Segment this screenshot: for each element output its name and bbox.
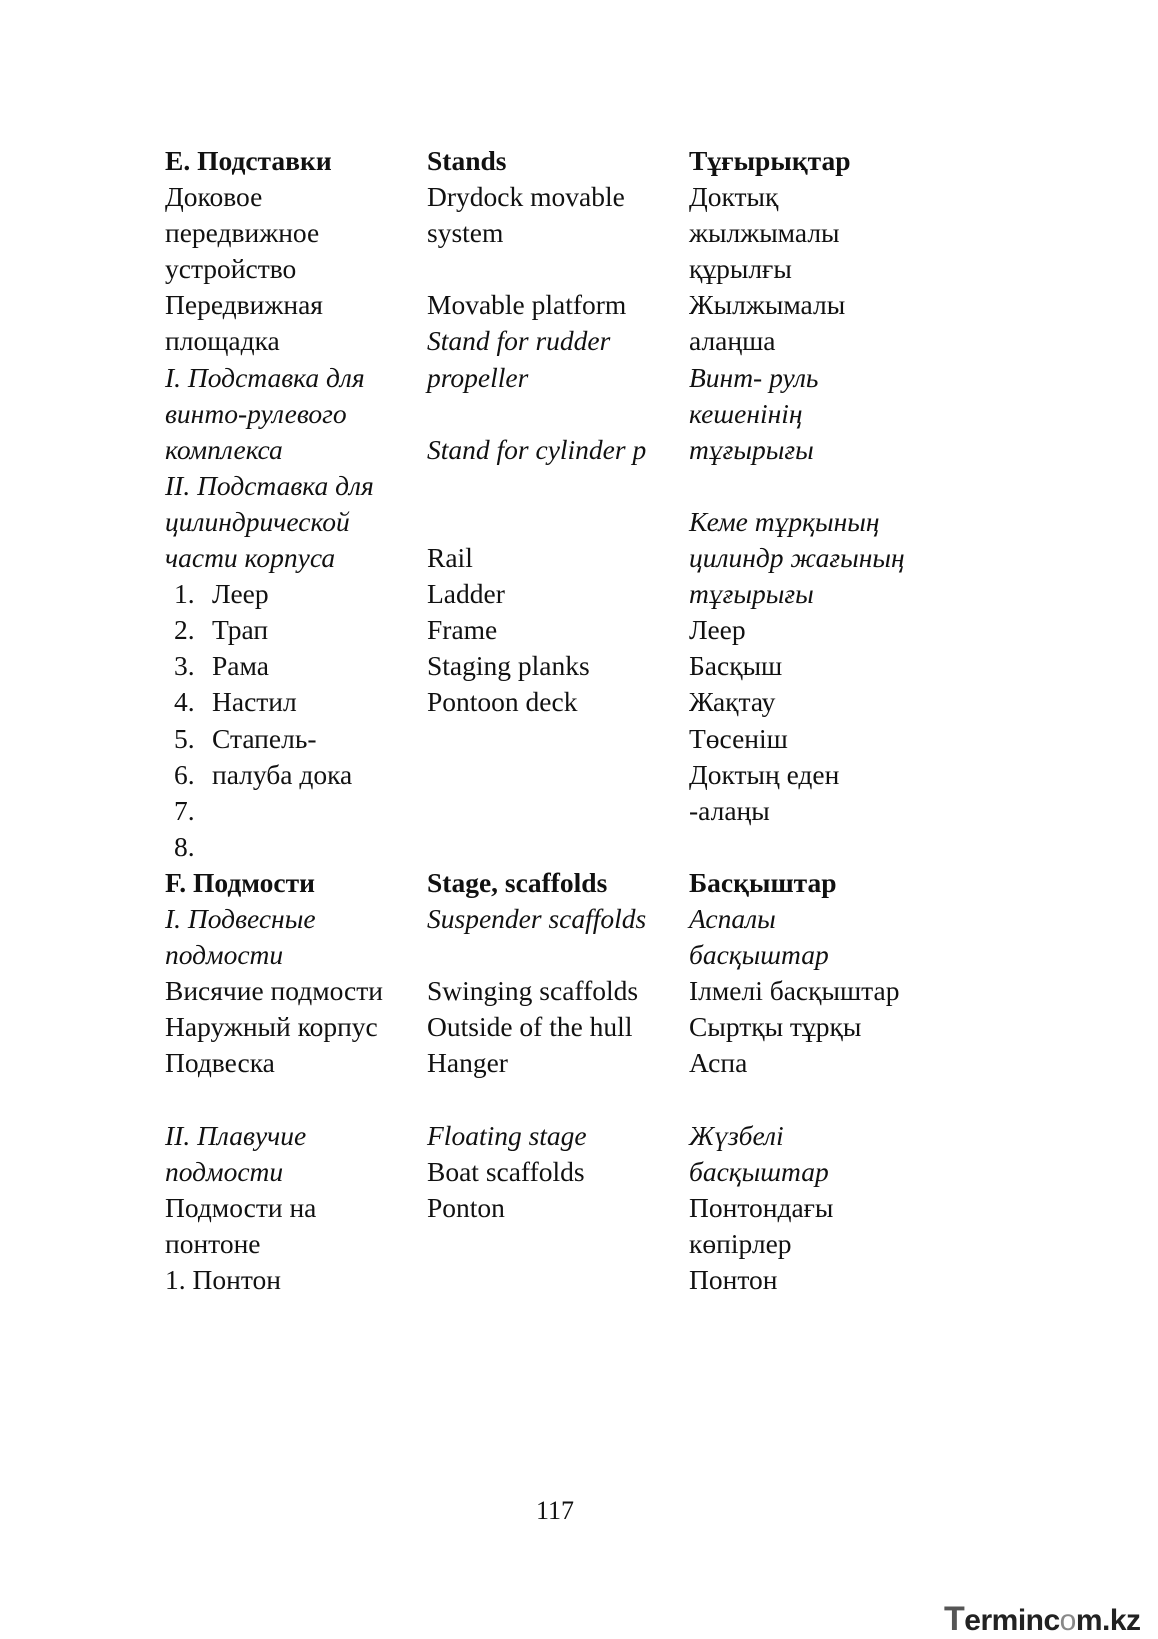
english-term-line: [427, 937, 646, 973]
russian-term-line: [165, 612, 383, 648]
english-term-text: Ponton: [427, 1191, 505, 1223]
russian-term-text: F. Подмости: [165, 866, 315, 898]
russian-term-line: [165, 901, 383, 937]
russian-term-text: цилиндрической: [165, 505, 350, 537]
kazakh-term-line: [689, 540, 905, 576]
russian-term-text: Передвижная: [165, 289, 323, 321]
russian-term-line: [165, 684, 383, 720]
russian-term-line: [165, 1226, 383, 1262]
list-number: 2.: [174, 614, 195, 646]
kazakh-term-line: [689, 360, 905, 396]
russian-term-line: [165, 937, 383, 973]
russian-term-text: II. Подставка для: [165, 469, 374, 501]
russian-term-text: комплекса: [165, 433, 283, 465]
kazakh-term-text: Аспа: [689, 1047, 748, 1079]
list-number: 4.: [174, 686, 195, 718]
kazakh-term-line: [689, 396, 905, 432]
russian-term-text: Стапель-: [212, 722, 317, 754]
russian-term-text: понтоне: [165, 1227, 261, 1259]
kazakh-term-line: [689, 793, 905, 829]
kazakh-term-text: Басқыш: [689, 650, 783, 682]
list-number: 1.: [174, 578, 195, 610]
english-term-text: Frame: [427, 614, 498, 646]
kazakh-term-text: Төсеніш: [689, 722, 788, 754]
russian-term-line: [165, 432, 383, 468]
kazakh-term-line: [689, 1190, 905, 1226]
russian-term-text: Леер: [212, 578, 269, 610]
kazakh-term-line: [689, 684, 905, 720]
russian-term-line: [165, 1262, 383, 1298]
kazakh-term-line: [689, 721, 905, 757]
russian-term-text: 1. Понтон: [165, 1263, 281, 1295]
english-term-line: [427, 721, 646, 757]
russian-term-line: [165, 1190, 383, 1226]
russian-term-line: [165, 396, 383, 432]
kazakh-term-text: Аспалы: [689, 902, 776, 934]
russian-term-text: передвижное: [165, 217, 320, 249]
kazakh-term-line: [689, 612, 905, 648]
english-term-line: [427, 829, 646, 865]
russian-term-line: [165, 576, 383, 612]
english-term-line: [427, 1009, 646, 1045]
english-term-line: [427, 179, 646, 215]
english-term-line: [427, 432, 646, 468]
russian-term-text: Рама: [212, 650, 269, 682]
english-term-line: [427, 612, 646, 648]
english-term-line: [427, 757, 646, 793]
russian-term-text: Подвеска: [165, 1047, 275, 1079]
kazakh-term-line: [689, 829, 905, 865]
english-term-text: Swinging scaffolds: [427, 975, 639, 1007]
russian-term-line: [165, 1045, 383, 1081]
english-term-line: [427, 793, 646, 829]
english-column: [427, 143, 646, 1226]
kazakh-column: [689, 143, 905, 1298]
russian-term-line: [165, 468, 383, 504]
russian-term-line: [165, 143, 383, 179]
english-term-line: [427, 1190, 646, 1226]
logo-letter: T: [944, 1600, 965, 1638]
russian-term-line: [165, 540, 383, 576]
english-term-text: Stand for cylinder p: [427, 433, 647, 465]
kazakh-term-line: [689, 287, 905, 323]
kazakh-term-text: Сыртқы тұрқы: [689, 1011, 862, 1043]
kazakh-term-text: Ілмелі басқыштар: [689, 975, 900, 1007]
kazakh-term-text: жылжымалы: [689, 217, 840, 249]
kazakh-term-line: [689, 937, 905, 973]
english-term-line: [427, 287, 646, 323]
english-term-line: [427, 1081, 646, 1117]
kazakh-term-line: [689, 648, 905, 684]
english-term-text: Drydock movable: [427, 181, 625, 213]
russian-term-text: подмости: [165, 1155, 284, 1187]
english-term-text: Stage, scaffolds: [427, 866, 608, 898]
russian-term-text: винто-рулевого: [165, 397, 347, 429]
english-term-line: [427, 901, 646, 937]
english-term-line: [427, 215, 646, 251]
list-number: 3.: [174, 650, 195, 682]
english-term-line: [427, 143, 646, 179]
english-term-text: system: [427, 217, 504, 249]
english-term-line: [427, 1154, 646, 1190]
russian-term-text: Е. Подставки: [165, 145, 332, 176]
russian-term-line: [165, 323, 383, 359]
english-term-line: [427, 684, 646, 720]
kazakh-term-text: цилиндр жағының: [689, 542, 905, 574]
english-term-text: Movable platform: [427, 289, 627, 321]
english-term-line: [427, 973, 646, 1009]
russian-term-line: [165, 757, 383, 793]
kazakh-term-text: тұғырығы: [689, 578, 814, 610]
english-term-text: Hanger: [427, 1047, 508, 1079]
kazakh-term-text: Кеме тұрқының: [689, 505, 880, 537]
english-term-line: [427, 576, 646, 612]
russian-term-text: площадка: [165, 325, 280, 357]
kazakh-term-text: Доктық: [689, 181, 779, 213]
english-term-line: [427, 648, 646, 684]
english-term-text: Rail: [427, 542, 473, 574]
kazakh-term-text: Леер: [689, 614, 746, 646]
russian-term-text: Наружный корпус: [165, 1011, 378, 1043]
russian-term-line: [165, 215, 383, 251]
kazakh-term-line: [689, 179, 905, 215]
english-term-text: Floating stage: [427, 1119, 587, 1151]
english-term-line: [427, 396, 646, 432]
kazakh-term-text: Басқыштар: [689, 866, 837, 898]
russian-term-text: Висячие подмости: [165, 975, 383, 1007]
russian-term-line: [165, 360, 383, 396]
english-term-line: [427, 468, 646, 504]
kazakh-term-line: [689, 143, 905, 179]
list-number: 5.: [174, 722, 195, 754]
kazakh-term-line: [689, 1081, 905, 1117]
russian-term-text: I. Подставка для: [165, 361, 365, 393]
kazakh-term-line: [689, 865, 905, 901]
kazakh-term-line: [689, 432, 905, 468]
kazakh-term-text: алаңша: [689, 325, 776, 357]
russian-term-line: [165, 721, 383, 757]
kazakh-term-line: [689, 215, 905, 251]
russian-term-text: устройство: [165, 253, 297, 285]
russian-term-line: [165, 1081, 383, 1117]
kazakh-term-line: [689, 757, 905, 793]
english-term-line: [427, 504, 646, 540]
kazakh-term-text: -алаңы: [689, 794, 770, 826]
english-term-text: propeller: [427, 361, 529, 393]
english-term-text: Stand for rudder: [427, 325, 611, 357]
kazakh-term-text: басқыштар: [689, 939, 829, 971]
english-term-line: [427, 540, 646, 576]
russian-term-text: I. Подвесные: [165, 902, 316, 934]
english-term-text: Ladder: [427, 578, 505, 610]
kazakh-term-line: [689, 1009, 905, 1045]
russian-term-text: палуба дока: [212, 758, 353, 790]
russian-term-text: Подмости на: [165, 1191, 317, 1223]
russian-term-text: подмости: [165, 939, 284, 971]
english-term-line: [427, 251, 646, 287]
kazakh-term-text: Жақтау: [689, 686, 776, 718]
english-term-text: Pontoon deck: [427, 686, 578, 718]
kazakh-term-text: құрылғы: [689, 253, 792, 285]
logo-text: erminc: [964, 1604, 1060, 1637]
russian-term-line: [165, 251, 383, 287]
magnifier-icon: o: [1059, 1604, 1076, 1637]
kazakh-term-line: [689, 468, 905, 504]
russian-term-line: [165, 179, 383, 215]
kazakh-term-line: [689, 901, 905, 937]
russian-term-line: [165, 829, 383, 865]
kazakh-term-text: Понтондағы: [689, 1191, 834, 1223]
kazakh-term-line: [689, 251, 905, 287]
kazakh-term-line: [689, 1262, 905, 1298]
english-term-line: [427, 1045, 646, 1081]
russian-column: [165, 143, 383, 1298]
kazakh-term-line: [689, 576, 905, 612]
kazakh-term-text: Винт- руль: [689, 361, 819, 393]
list-number: 8.: [174, 830, 195, 862]
english-term-text: Staging planks: [427, 650, 590, 682]
kazakh-term-text: Доктың еден: [689, 758, 840, 790]
kazakh-term-line: [689, 1118, 905, 1154]
kazakh-term-text: Понтон: [689, 1263, 778, 1295]
page-number: 117: [535, 1496, 575, 1525]
kazakh-term-line: [689, 1154, 905, 1190]
russian-term-text: части корпуса: [165, 542, 336, 574]
russian-term-line: [165, 287, 383, 323]
english-term-line: [427, 360, 646, 396]
russian-term-line: [165, 973, 383, 1009]
russian-term-line: [165, 648, 383, 684]
kazakh-term-line: [689, 1045, 905, 1081]
english-term-text: Stands: [427, 145, 507, 176]
russian-term-line: [165, 793, 383, 829]
russian-term-line: [165, 1118, 383, 1154]
kazakh-term-line: [689, 1226, 905, 1262]
russian-term-text: II. Плавучие: [165, 1119, 307, 1151]
english-term-text: Boat scaffolds: [427, 1155, 585, 1187]
list-number: 7.: [174, 794, 195, 826]
kazakh-term-text: кешенінің: [689, 397, 803, 429]
terminology-logo[interactable]: [944, 1600, 1141, 1639]
russian-term-line: [165, 1009, 383, 1045]
kazakh-term-text: Тұғырықтар: [689, 145, 851, 176]
english-term-line: [427, 1118, 646, 1154]
logo-domain: m.kz: [1075, 1604, 1141, 1637]
english-term-text: Outside of the hull: [427, 1011, 633, 1043]
russian-term-line: [165, 1154, 383, 1190]
kazakh-term-text: Жылжымалы: [689, 289, 846, 321]
russian-term-line: [165, 504, 383, 540]
kazakh-term-text: тұғырығы: [689, 433, 814, 465]
english-term-text: Suspender scaffolds: [427, 902, 647, 934]
kazakh-term-text: Жүзбелі: [689, 1119, 784, 1151]
russian-term-line: [165, 865, 383, 901]
list-number: 6.: [174, 758, 195, 790]
kazakh-term-text: көпірлер: [689, 1227, 792, 1259]
kazakh-term-line: [689, 323, 905, 359]
english-term-line: [427, 865, 646, 901]
kazakh-term-text: басқыштар: [689, 1155, 829, 1187]
kazakh-term-line: [689, 504, 905, 540]
russian-term-text: Трап: [212, 614, 269, 646]
english-term-line: [427, 323, 646, 359]
russian-term-text: Доковое: [165, 181, 263, 213]
russian-term-text: Настил: [212, 686, 297, 718]
kazakh-term-line: [689, 973, 905, 1009]
